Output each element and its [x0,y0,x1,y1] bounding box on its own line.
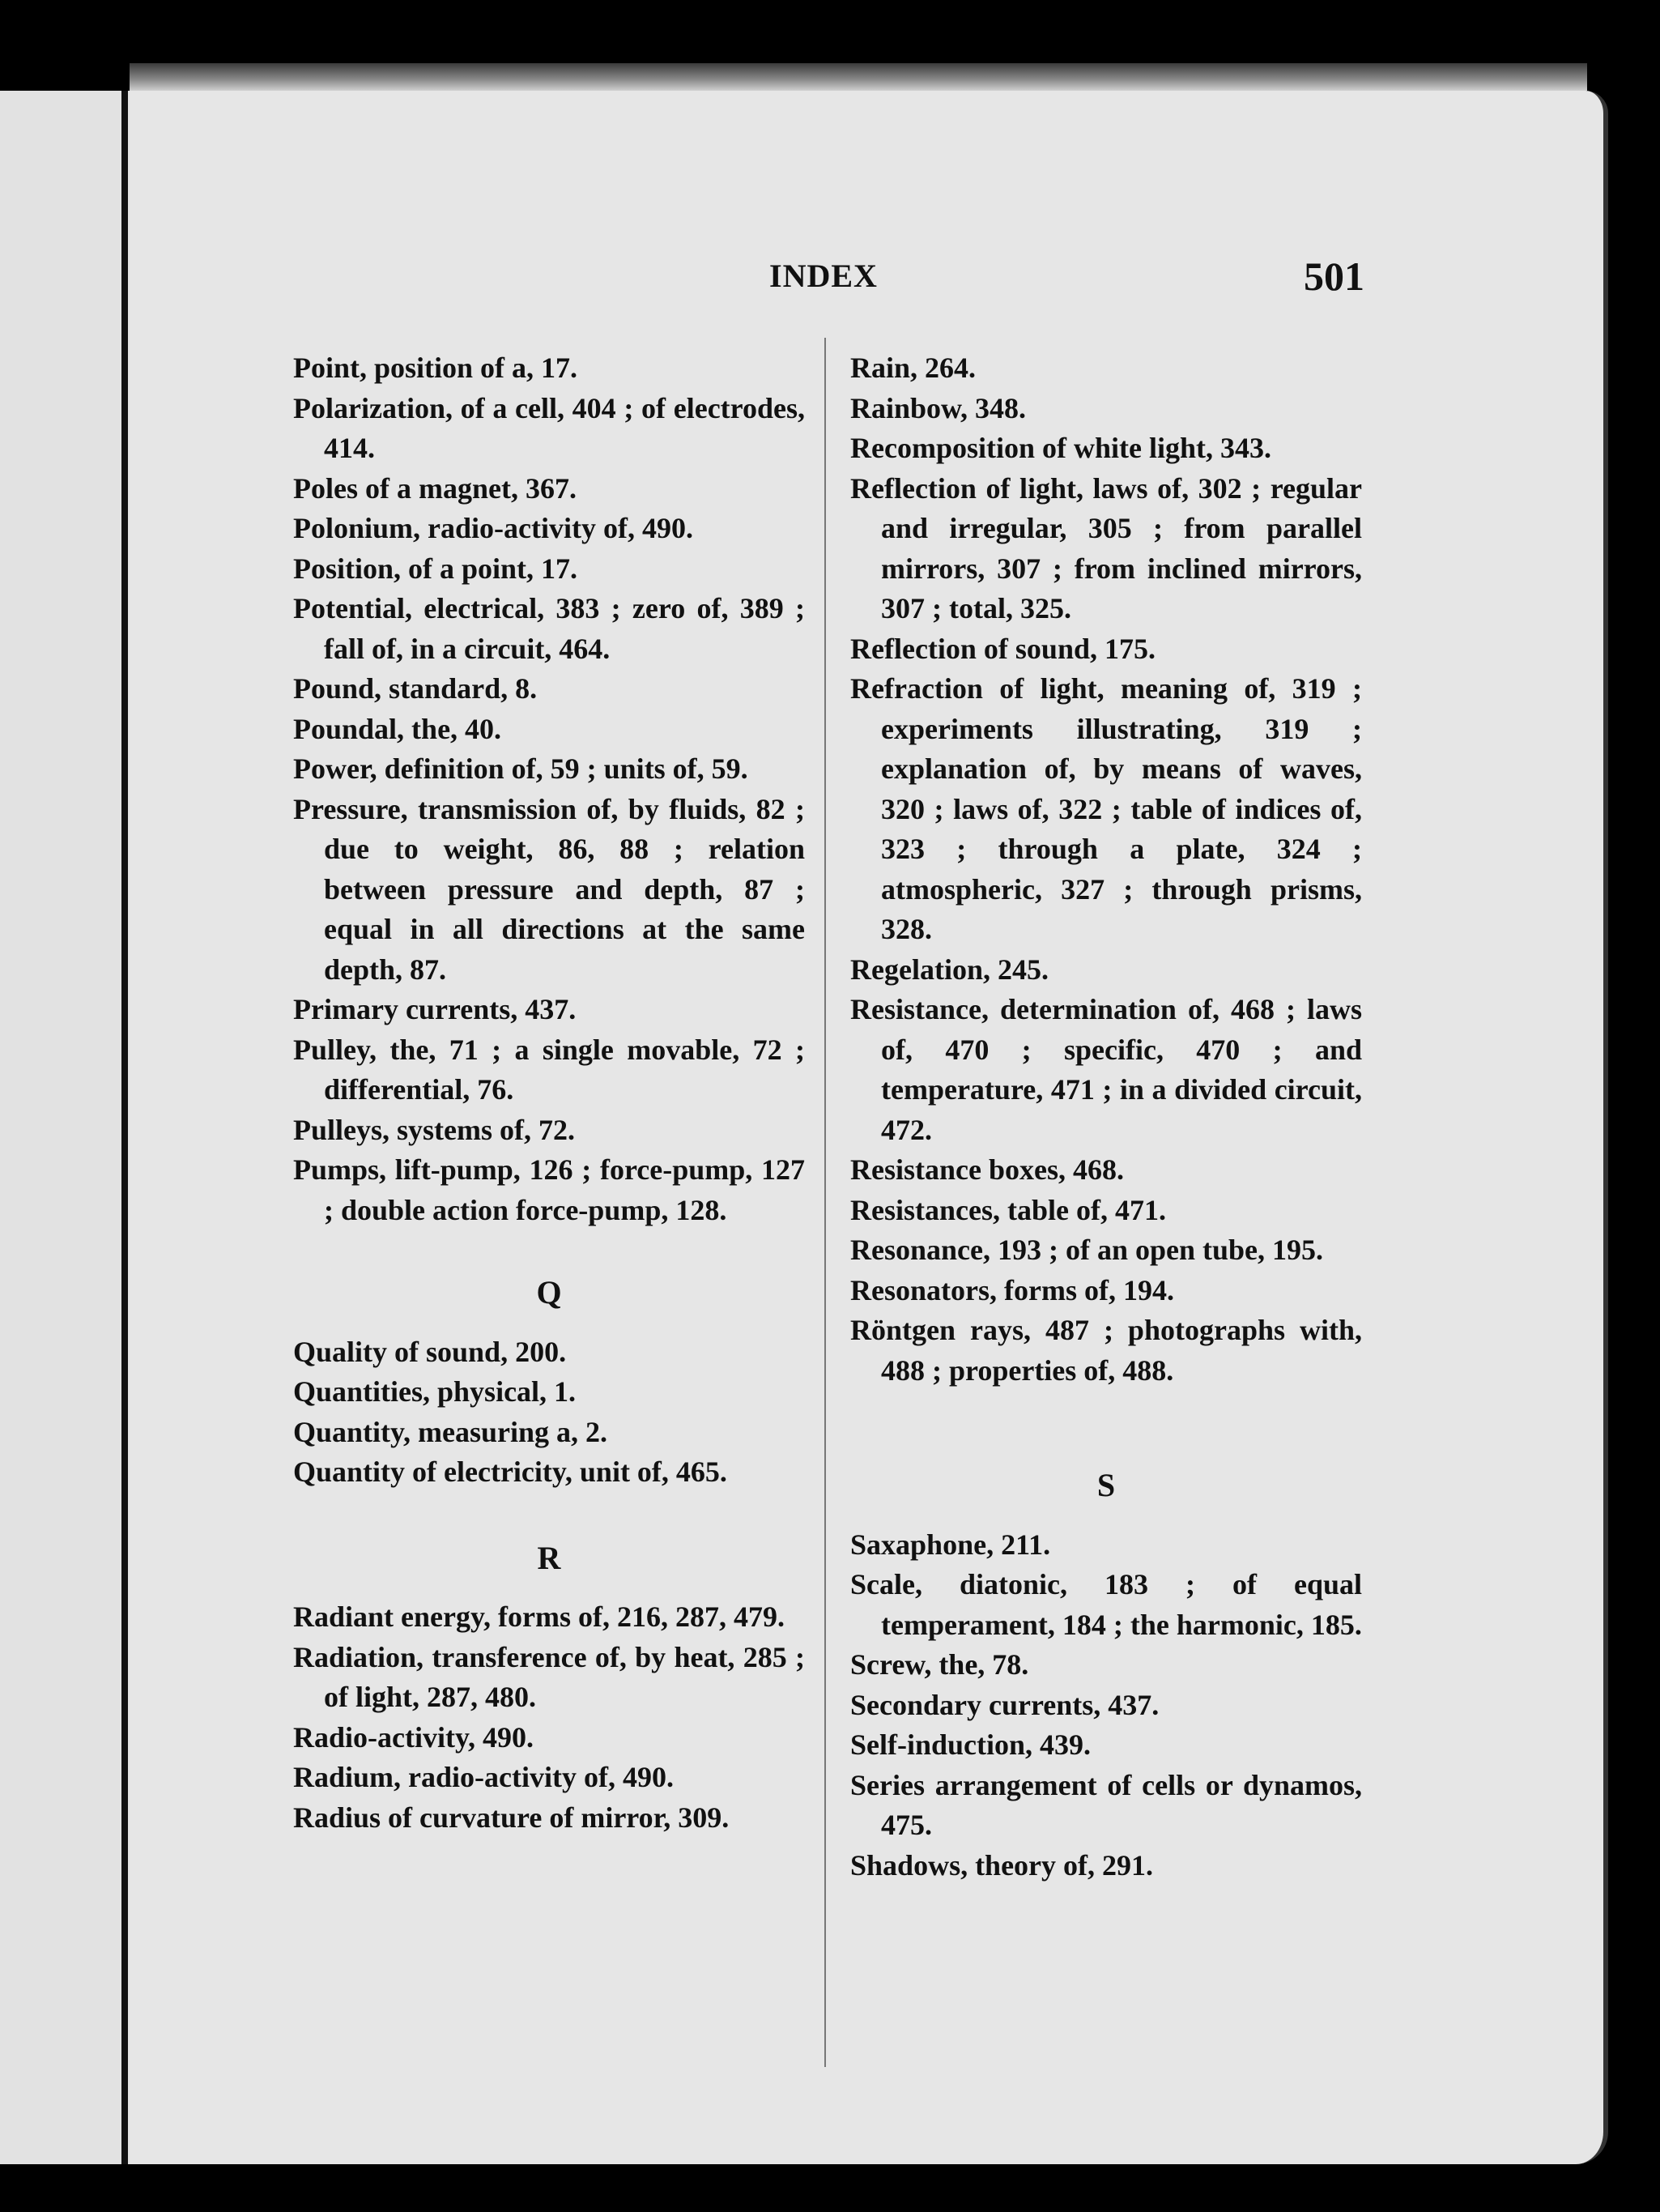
index-entry: Radius of curvature of mirror, 309. [293,1801,730,1834]
index-entry: Resistances, table of, 471. [850,1193,1166,1226]
index-entry: Pound, standard, 8. [293,672,538,705]
index-column-left [293,348,805,1838]
index-entry: Pressure, transmission of, by fluids, 82 ; due to weight, 86, 88 ; relation between pressure and depth, 87 ; equal in all directions at the same depth, 87. [293,792,805,986]
running-head: INDEX [769,258,878,294]
index-entry: Quantities, physical, 1. [293,1375,577,1408]
index-entry: Quality of sound, 200. [293,1335,567,1368]
index-entry: Quantity, measuring a, 2. [293,1415,608,1448]
binding-gutter [121,91,128,2164]
index-entry: Pumps, lift-pump, 126 ; force-pump, 127 ; double action force-pump, 128. [293,1153,805,1226]
index-entry: Quantity of electricity, unit of, 465. [293,1455,727,1488]
index-entry: Radiant energy, forms of, 216, 287, 479. [293,1600,785,1633]
index-entry: Refraction of light, meaning of, 319 ; experiments illustrating, 319 ; explanation of, by means of waves, 320 ; laws of, 322 ; table of indices of, 323 ; through a plate, 324 ; atmospheric, 327 ; through prisms, 328. [850,672,1362,945]
index-entry: Screw, the, 78. [850,1648,1029,1681]
index-entry: Secondary currents, 437. [850,1688,1160,1721]
index-entry: Saxaphone, 211. [850,1528,1051,1561]
index-entry: Resonance, 193 ; of an open tube, 195. [850,1234,1324,1266]
index-entry: Resistance boxes, 468. [850,1153,1124,1186]
index-entry: Reflection of light, laws of, 302 ; regular and irregular, 305 ; from parallel mirrors, 307 ; from inclined mirrors, 307 ; total, 325. [850,471,1362,624]
section-letter-s: S [1096,1467,1116,1503]
index-entry: Series arrangement of cells or dynamos, 475. [850,1768,1362,1841]
index-entry: Poundal, the, 40. [293,712,502,745]
section-letter-q: Q [536,1274,562,1311]
index-entry: Primary currents, 437. [293,993,577,1025]
index-entry: Radio-activity, 490. [293,1720,534,1754]
index-entry: Potential, electrical, 383 ; zero of, 389 ; fall of, in a circuit, 464. [293,592,805,665]
index-entry: Position, of a point, 17. [293,552,578,585]
book-page [130,91,1608,2164]
index-entry: Regelation, 245. [850,953,1049,986]
index-entry: Radiation, transference of, by heat, 285 ; of light, 287, 480. [293,1640,805,1713]
index-entry: Resistance, determination of, 468 ; laws of, 470 ; specific, 470 ; and temperature, 471 ; in a divided circuit, 472. [850,993,1362,1146]
column-divider [824,338,826,2067]
index-entry: Pulley, the, 71 ; a single movable, 72 ; differential, 76. [293,1033,805,1106]
index-entry: Polarization, of a cell, 404 ; of electrodes, 414. [293,391,805,464]
index-entry: Poles of a magnet, 367. [293,471,577,505]
index-entry: Polonium, radio-activity of, 490. [293,512,693,544]
page-number: 501 [1304,254,1364,299]
previous-page-edge [0,91,130,2164]
index-entry: Rain, 264. [850,352,977,384]
index-entry: Pulleys, systems of, 72. [293,1113,575,1146]
index-entry: Radium, radio-activity of, 490. [293,1761,674,1793]
index-column-right [850,348,1362,1886]
index-entry: Point, position of a, 17. [293,352,578,384]
index-entry: Self-induction, 439. [850,1728,1092,1761]
index-entry: Resonators, forms of, 194. [850,1273,1174,1306]
page-top-edge [130,63,1587,91]
index-entry: Reflection of sound, 175. [850,632,1156,665]
index-entry: Rainbow, 348. [850,391,1027,424]
section-letter-r: R [537,1539,561,1576]
index-entry: Röntgen rays, 487 ; photographs with, 488 ; properties of, 488. [850,1314,1362,1387]
index-entry: Power, definition of, 59 ; units of, 59. [293,752,748,785]
index-entry: Shadows, theory of, 291. [850,1848,1154,1882]
index-entry: Recomposition of white light, 343. [850,432,1271,464]
index-entry: Scale, diatonic, 183 ; of equal temperament, 184 ; the harmonic, 185. [850,1568,1362,1641]
